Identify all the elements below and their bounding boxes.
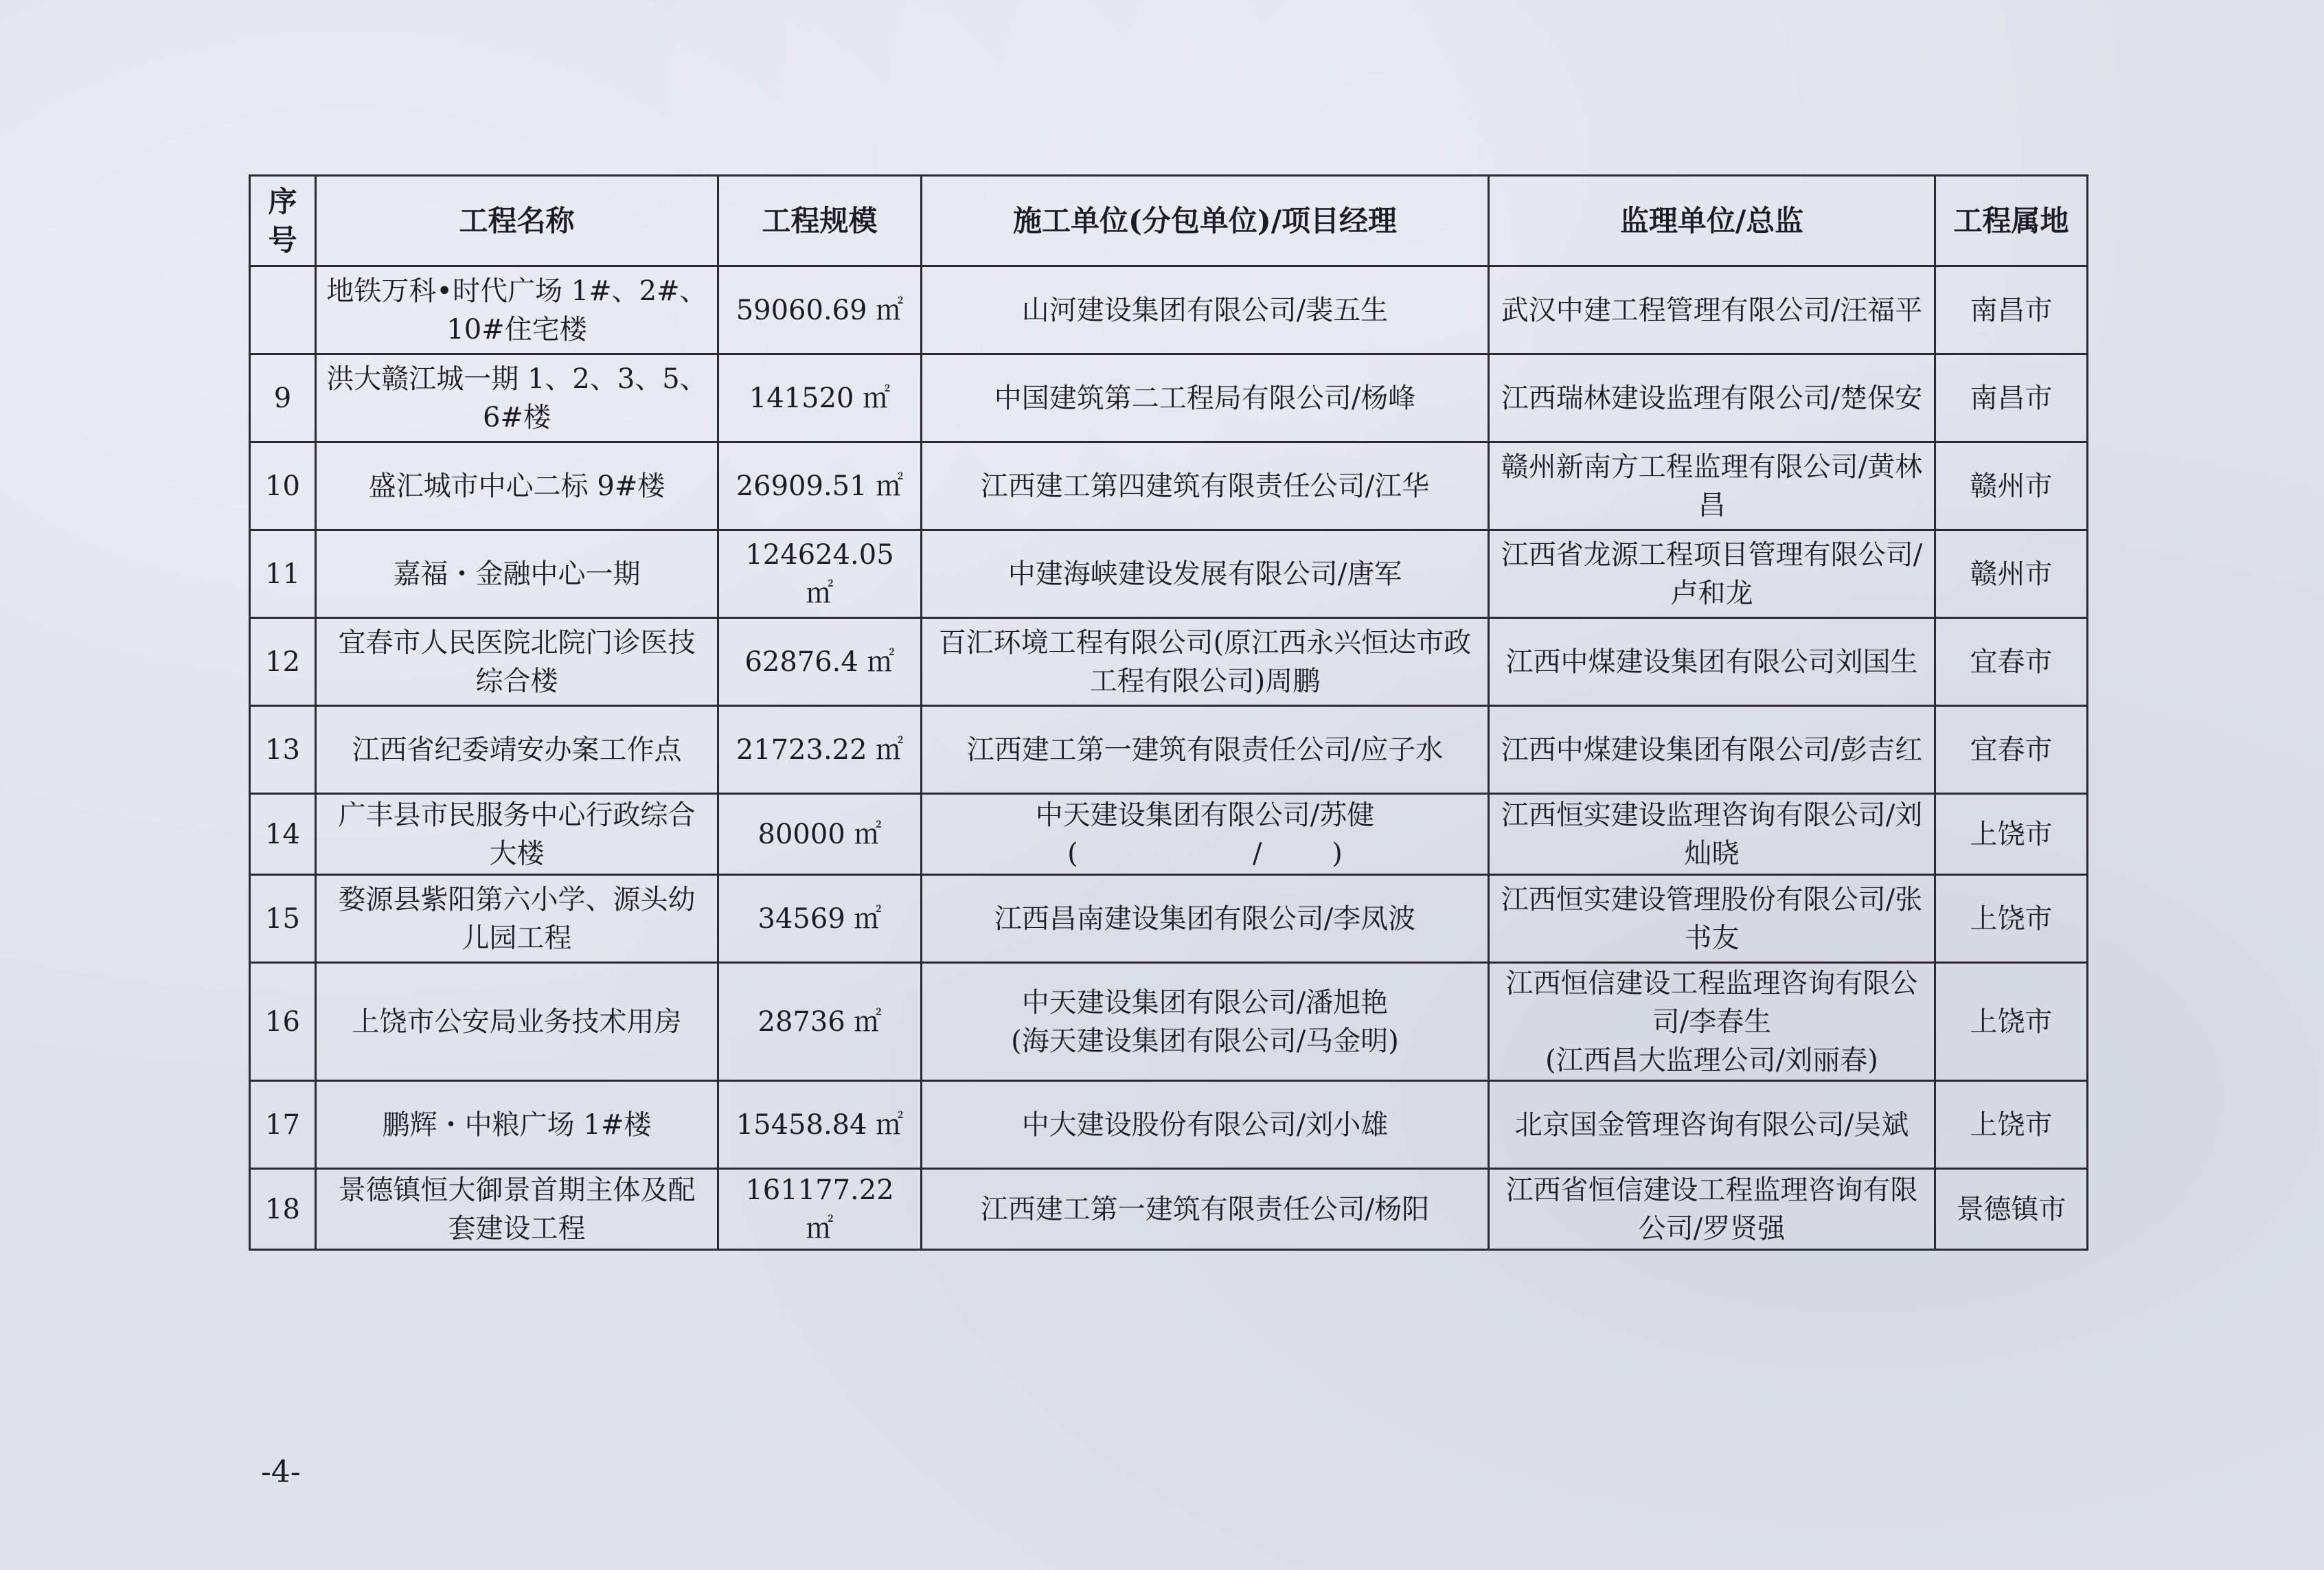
cell-seq: 11 — [250, 530, 316, 618]
header-name: 工程名称 — [316, 176, 718, 266]
cell-region: 上饶市 — [1935, 875, 2088, 963]
cell-scale: 80000 ㎡ — [718, 794, 922, 875]
cell-region: 景德镇市 — [1935, 1169, 2088, 1250]
cell-contractor: 江西建工第一建筑有限责任公司/杨阳 — [922, 1169, 1489, 1250]
cell-region: 赣州市 — [1935, 442, 2088, 530]
cell-seq — [250, 266, 316, 354]
table-row — [250, 706, 2088, 794]
header-supervisor: 监理单位/总监 — [1489, 176, 1935, 266]
table-header-row — [250, 176, 2088, 266]
cell-name: 江西省纪委靖安办案工作点 — [316, 706, 718, 794]
supervisor-sub: (江西昌大监理公司/刘丽春) — [1545, 1044, 1878, 1076]
cell-seq: 10 — [250, 442, 316, 530]
contractor-sub: ( / ) — [1067, 837, 1343, 869]
cell-scale: 141520 ㎡ — [718, 354, 922, 442]
cell-scale: 62876.4 ㎡ — [718, 618, 922, 706]
cell-name: 鹏辉・中粮广场 1#楼 — [316, 1081, 718, 1169]
cell-scale: 34569 ㎡ — [718, 875, 922, 963]
cell-region: 上饶市 — [1935, 794, 2088, 875]
table-row — [250, 354, 2088, 442]
cell-seq: 16 — [250, 963, 316, 1081]
table-row — [250, 794, 2088, 875]
cell-contractor — [922, 963, 1489, 1081]
cell-scale: 161177.22 ㎡ — [718, 1169, 922, 1250]
cell-supervisor: 赣州新南方工程监理有限公司/黄林昌 — [1489, 442, 1935, 530]
header-region: 工程属地 — [1935, 176, 2088, 266]
cell-seq: 14 — [250, 794, 316, 875]
cell-name: 地铁万科•时代广场 1#、2#、10#住宅楼 — [316, 266, 718, 354]
table-row — [250, 1169, 2088, 1250]
contractor-sub: (海天建设集团有限公司/马金明) — [1011, 1025, 1399, 1057]
cell-contractor: 中国建筑第二工程局有限公司/杨峰 — [922, 354, 1489, 442]
cell-seq: 15 — [250, 875, 316, 963]
cell-contractor — [922, 794, 1489, 875]
cell-contractor: 江西昌南建设集团有限公司/李凤波 — [922, 875, 1489, 963]
cell-scale: 28736 ㎡ — [718, 963, 922, 1081]
cell-name: 盛汇城市中心二标 9#楼 — [316, 442, 718, 530]
header-scale: 工程规模 — [718, 176, 922, 266]
cell-scale: 15458.84 ㎡ — [718, 1081, 922, 1169]
cell-name: 宜春市人民医院北院门诊医技综合楼 — [316, 618, 718, 706]
cell-name: 洪大赣江城一期 1、2、3、5、6#楼 — [316, 354, 718, 442]
cell-scale: 21723.22 ㎡ — [718, 706, 922, 794]
cell-contractor: 中大建设股份有限公司/刘小雄 — [922, 1081, 1489, 1169]
cell-contractor: 山河建设集团有限公司/裴五生 — [922, 266, 1489, 354]
header-contractor: 施工单位(分包单位)/项目经理 — [922, 176, 1489, 266]
cell-contractor: 中建海峡建设发展有限公司/唐军 — [922, 530, 1489, 618]
cell-name: 景德镇恒大御景首期主体及配套建设工程 — [316, 1169, 718, 1250]
cell-contractor: 江西建工第四建筑有限责任公司/江华 — [922, 442, 1489, 530]
cell-supervisor: 江西恒实建设监理咨询有限公司/刘灿晓 — [1489, 794, 1935, 875]
cell-supervisor: 江西省恒信建设工程监理咨询有限公司/罗贤强 — [1489, 1169, 1935, 1250]
cell-scale: 124624.05 ㎡ — [718, 530, 922, 618]
table-row — [250, 266, 2088, 354]
contractor-main: 中天建设集团有限公司/苏健 — [1035, 799, 1375, 831]
cell-seq: 18 — [250, 1169, 316, 1250]
cell-region: 赣州市 — [1935, 530, 2088, 618]
cell-supervisor: 江西中煤建设集团有限公司刘国生 — [1489, 618, 1935, 706]
cell-region: 宜春市 — [1935, 618, 2088, 706]
cell-scale: 26909.51 ㎡ — [718, 442, 922, 530]
cell-supervisor: 江西中煤建设集团有限公司/彭吉红 — [1489, 706, 1935, 794]
cell-name: 嘉福・金融中心一期 — [316, 530, 718, 618]
cell-supervisor — [1489, 963, 1935, 1081]
supervisor-main: 江西恒信建设工程监理咨询有限公司/李春生 — [1505, 967, 1918, 1038]
cell-name: 婺源县紫阳第六小学、源头幼儿园工程 — [316, 875, 718, 963]
cell-seq: 12 — [250, 618, 316, 706]
cell-supervisor: 江西省龙源工程项目管理有限公司/卢和龙 — [1489, 530, 1935, 618]
cell-seq: 13 — [250, 706, 316, 794]
project-table — [249, 174, 2088, 1251]
cell-contractor: 江西建工第一建筑有限责任公司/应子水 — [922, 706, 1489, 794]
table-row — [250, 963, 2088, 1081]
table-row — [250, 875, 2088, 963]
table-row — [250, 442, 2088, 530]
cell-seq: 17 — [250, 1081, 316, 1169]
cell-region: 南昌市 — [1935, 266, 2088, 354]
cell-region: 宜春市 — [1935, 706, 2088, 794]
cell-region: 南昌市 — [1935, 354, 2088, 442]
cell-contractor: 百汇环境工程有限公司(原江西永兴恒达市政工程有限公司)周鹏 — [922, 618, 1489, 706]
cell-supervisor: 江西恒实建设管理股份有限公司/张书友 — [1489, 875, 1935, 963]
cell-region: 上饶市 — [1935, 963, 2088, 1081]
table-row — [250, 530, 2088, 618]
cell-name: 广丰县市民服务中心行政综合大楼 — [316, 794, 718, 875]
cell-scale: 59060.69 ㎡ — [718, 266, 922, 354]
cell-supervisor: 武汉中建工程管理有限公司/汪福平 — [1489, 266, 1935, 354]
table-row — [250, 618, 2088, 706]
contractor-main: 中天建设集团有限公司/潘旭艳 — [1021, 986, 1389, 1019]
cell-supervisor: 北京国金管理咨询有限公司/吴斌 — [1489, 1081, 1935, 1169]
header-seq: 序号 — [250, 176, 316, 266]
cell-supervisor: 江西瑞林建设监理有限公司/楚保安 — [1489, 354, 1935, 442]
cell-name: 上饶市公安局业务技术用房 — [316, 963, 718, 1081]
cell-seq: 9 — [250, 354, 316, 442]
cell-region: 上饶市 — [1935, 1081, 2088, 1169]
page-number: -4- — [261, 1455, 301, 1490]
table-row — [250, 1081, 2088, 1169]
